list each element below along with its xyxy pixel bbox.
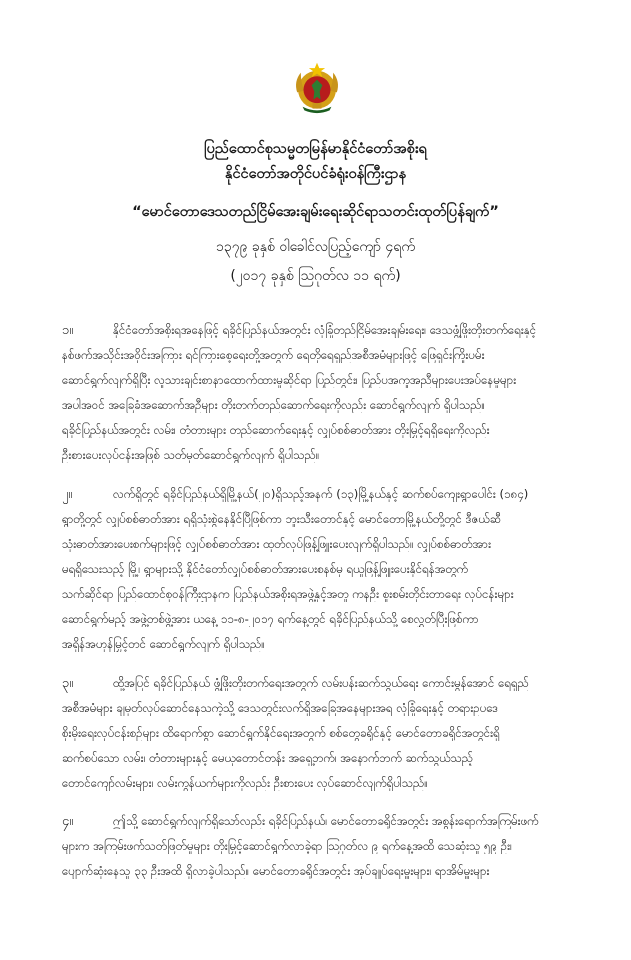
state-seal-icon	[290, 60, 344, 114]
myanmar-calendar-date: ၁၃၇၉ ခုနှစ် ဝါခေါင်လပြည့်ကျော် ၄ရက်	[215, 239, 416, 255]
paragraph-line: သက်ဆိုင်ရာ ပြည်ထောင်စုဝန်ကြီးဌာနက ပြည်နယ်အစိုးရအဖွဲ့နှင့်အတူ ကနဦး စူးစမ်းတိုင်းတာရေး လုပ်ငန်းများ	[62, 587, 514, 601]
paragraph-line: အစီအမံများ ချမှတ်လုပ်ဆောင်နေသကဲ့သို့ ဒေသတွင်းလက်ရှိအခြေအနေများအရ လုံခြုံရေးနှင့် တရားဥပဒေ	[62, 701, 499, 715]
paragraph-line: တောင်ကျော်လမ်းများ၊ လမ်းကွန်ယက်များကိုလည်း ဦးစားပေး လုပ်ဆောင်လျက်ရှိပါသည်။	[62, 776, 428, 790]
document-title: “မောင်တောဒေသတည်ငြိမ်အေးချမ်းရေးဆိုင်ရာသတင်းထုတ်ပြန်ချက်”	[132, 204, 499, 220]
paragraph-line: ထို့အပြင် ရခိုင်ပြည်နယ် ဖွံ့ဖြိုးတိုးတက်ရေးအတွက် လမ်းပန်းဆက်သွယ်ရေး ကောင်းမွန်အောင် ရေရှည်	[113, 676, 529, 690]
paragraph-line: မရရှိသေးသည့် မြို့၊ ရွာများသို့ နိုင်ငံတော်လျှပ်စစ်ဓာတ်အားပေးစနစ်မှ ရယူဖြန့်ဖြူးပေးနိုင်ရန်အတွက်	[62, 562, 469, 576]
paragraph-line: ဆောင်ရွက်မည့် အဖွဲ့တစ်ဖွဲ့အား ယနေ့ ၁၁-၈-၂၀၁၇ ရက်နေ့တွင် ရခိုင်ပြည်နယ်သို့ စေလွှတ်ပြီးဖြစ်ကာ	[62, 612, 479, 626]
paragraph-line: နစ်ဖက်အသိုင်းအဝိုင်းအကြား ရင်ကြားစေ့ရေးတို့အတွက် ရေတိုရေရှည်အစီအမံများဖြင့် ဖြေရှင်းကြိုးပမ်း	[62, 348, 485, 362]
paragraph-line: ရခိုင်ပြည်နယ်အတွင်း လမ်း၊ တံတားများ တည်ဆောက်ရေးနှင့် လျှပ်စစ်ဓာတ်အား တိုးမြှင့်ရရှိရေးကိုလည်း	[62, 423, 490, 437]
paragraph-line: အရှိန်အဟုန်မြှင့်တင် ဆောင်ရွက်လျက် ရှိပါသည်။	[62, 637, 265, 651]
paragraph-number: ၁။	[62, 323, 74, 338]
paragraph-number: ၃။	[62, 676, 74, 691]
paragraph-number: ၄။	[62, 814, 74, 829]
paragraph-number: ၂။	[62, 487, 73, 502]
paragraph-line: နိုင်ငံတော်အစိုးရအနေဖြင့် ရခိုင်ပြည်နယ်အတွင်း လုံခြုံတည်ငြိမ်အေးချမ်းရေး၊ ဒေသဖွံ့ဖြိုးတိုးတက်ရေးနှင့်	[113, 323, 537, 337]
paragraph-line: ရွာတို့တွင် လျှပ်စစ်ဓာတ်အား ရရှိသုံးစွဲနေနိုင်ပြီဖြစ်ကာ ဘူးသီးတောင်နှင့် မောင်တောမြို့နယ်တို့တွင် ဒီဇယ်ဆီ	[62, 512, 502, 526]
paragraph-line: ဆက်စပ်သော လမ်း၊ တံတားများနှင့် မေယုတောင်တန်း အရှေ့ဘက်၊ အနောက်ဘက် ဆက်သွယ်သည့်	[62, 751, 474, 765]
paragraph-line: သုံးဓာတ်အားပေးစက်များဖြင့် လျှပ်စစ်ဓာတ်အား ထုတ်လုပ်ဖြန့်ဖြူးပေးလျက်ရှိပါသည်။ လျှပ်စစ်ဓာတ်အား	[62, 537, 492, 551]
paragraph-line: လက်ရှိတွင် ရခိုင်ပြည်နယ်ရှိမြို့နယ်(၂၀)ရှိသည့်အနက် (၁၃)မြို့နယ်နှင့် ဆက်စပ်ကျေးရွာပေါင်း (၁၈၄)	[113, 487, 529, 501]
paragraph-line: ဤသို့ ဆောင်ရွက်လျက်ရှိသော်လည်း ရခိုင်ပြည်နယ်၊ မောင်တောခရိုင်အတွင်း အစွန်းရောက်အကြမ်းဖက်	[113, 814, 539, 828]
government-heading: ပြည်ထောင်စုသမ္မတမြန်မာနိုင်ငံတော်အစိုးရ	[204, 141, 427, 157]
paragraph-line: စိုးမိုးရေးလုပ်ငန်းစဉ်များ ထိရောက်စွာ ဆောင်ရွက်နိုင်ရေးအတွက် စစ်တွေခရိုင်နှင့် မောင်တောခရိုင်အတွင်းရှိ	[62, 726, 500, 740]
paragraph-line: များက အကြမ်းဖက်သတ်ဖြတ်မှုများ တိုးမြှင့်ဆောင်ရွက်လာခဲ့ရာ ဩဂုတ်လ ၉ ရက်နေ့အထိ သေဆုံးသူ ၅၉ ဦး၊	[62, 839, 512, 853]
ministry-heading: နိုင်ငံတော်အတိုင်ပင်ခံရုံးဝန်ကြီးဌာန	[225, 166, 406, 182]
gregorian-date: (၂၀၁၇ ခုနှစ် ဩဂုတ်လ ၁၁ ရက်)	[230, 268, 401, 284]
paragraph-line: ပျောက်ဆုံးနေသူ ၃၃ ဦးအထိ ရှိလာခဲ့ပါသည်။ မောင်တောခရိုင်အတွင်း အုပ်ချုပ်ရေးမှူးများ၊ ရာအိမ်မှူးများ	[62, 864, 490, 878]
paragraph-line: ဦးစားပေးလုပ်ငန်းအဖြစ် သတ်မှတ်ဆောင်ရွက်လျက် ရှိပါသည်။	[62, 448, 320, 462]
paragraph-line: ဆောင်ရွက်လျက်ရှိပြီး လူသားချင်းစာနာထောက်ထားမှုဆိုင်ရာ ပြည်တွင်း၊ ပြည်ပအကူအညီများပေးအပ်နေမှုများ	[62, 373, 517, 387]
paragraph-line: အပါအဝင် အခြေခံအဆောက်အဦများ တိုးတက်တည်ဆောက်ရေးကိုလည်း ဆောင်ရွက်လျက် ရှိပါသည်။	[62, 398, 486, 412]
